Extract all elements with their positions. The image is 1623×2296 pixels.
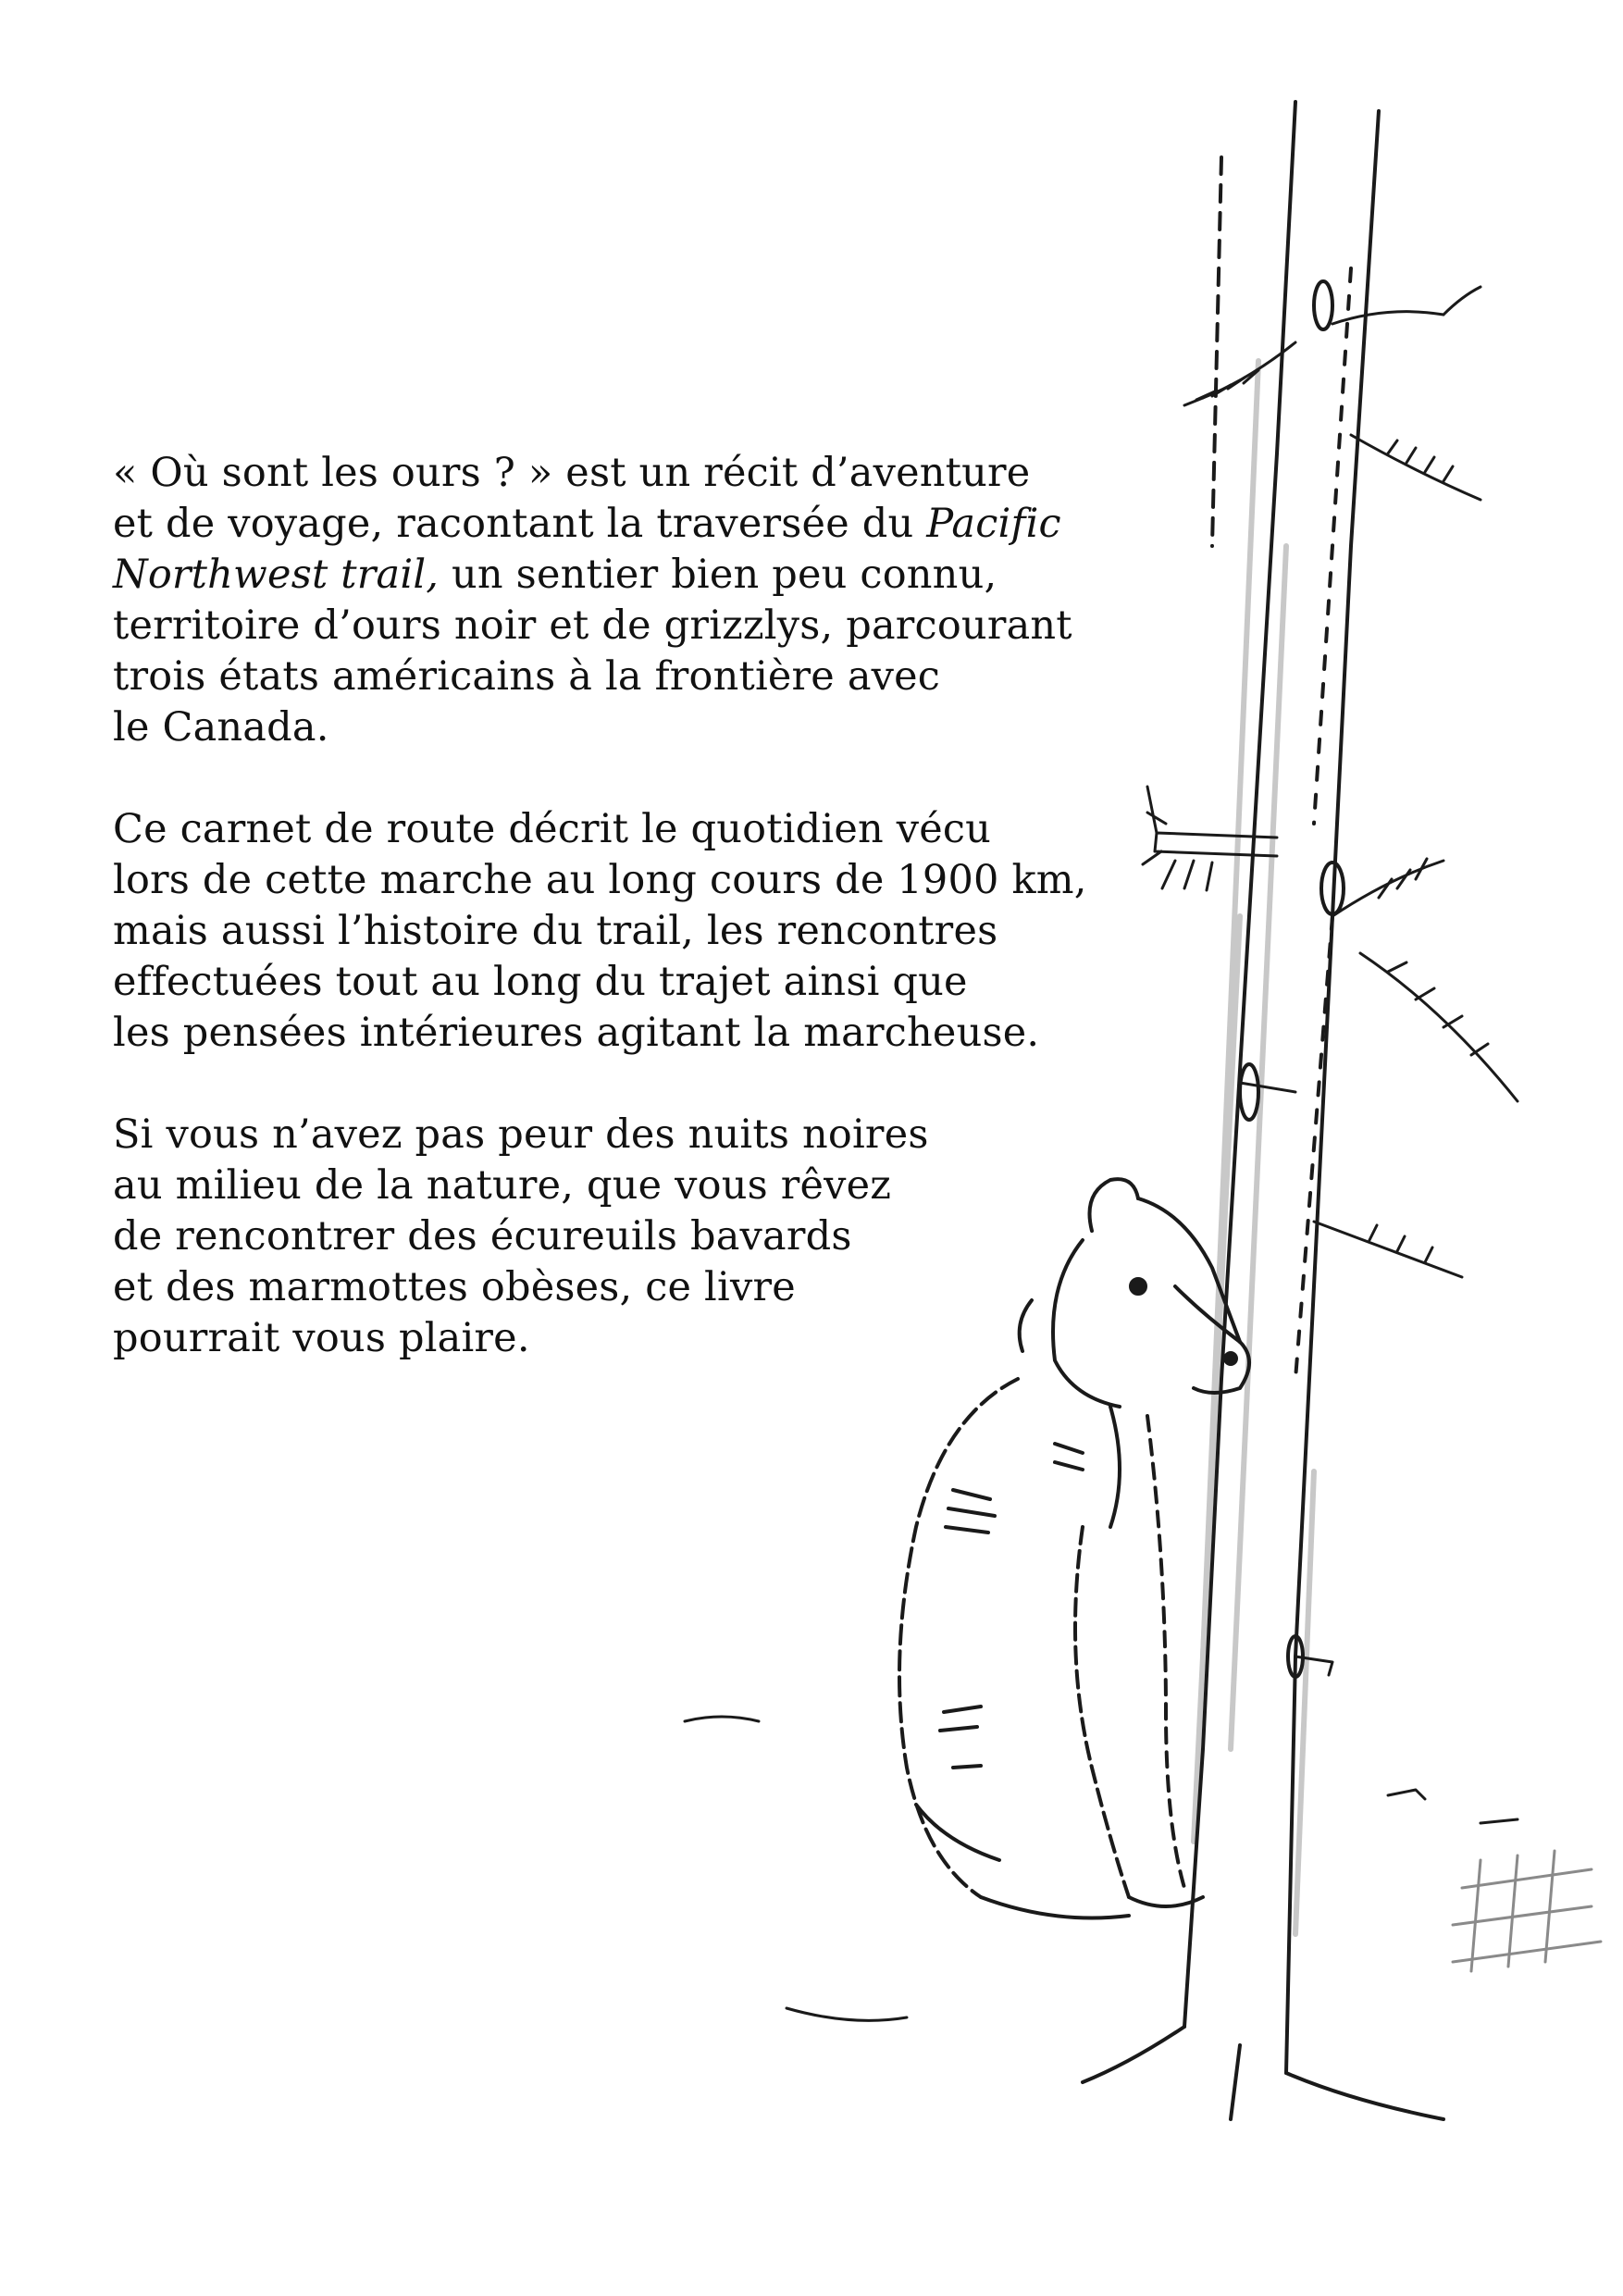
text-segment: et de voyage, racontant la traversée du [113, 501, 927, 547]
text-segment: lors de cette marche au long cours de 1900 km, [113, 857, 1087, 903]
text-segment: « Où sont les ours ? » est un récit d’aventure [113, 450, 1031, 496]
ground-lines [685, 1717, 1601, 2020]
bear-tree-illustration [648, 83, 1623, 2156]
text-segment: Si vous n’avez pas peur des nuits noires [113, 1111, 929, 1158]
text-segment: les pensées intérieures agitant la marcheuse. [113, 1010, 1040, 1056]
tree-trunk [1083, 102, 1443, 2119]
italic-text: Northwest trail, [113, 552, 440, 598]
text-segment: trois états américains à la frontière avec [113, 653, 941, 700]
text-segment: le Canada. [113, 704, 329, 751]
italic-text: Pacific [926, 501, 1061, 547]
text-segment: de rencontrer des écureuils bavards [113, 1213, 852, 1260]
text-segment: effectuées tout au long du trajet ainsi que [113, 959, 968, 1005]
text-segment: pourrait vous plaire. [113, 1315, 530, 1361]
text-segment: mais aussi l’histoire du trail, les rencontres [113, 908, 998, 954]
text-segment: et des marmottes obèses, ce livre [113, 1264, 796, 1310]
text-segment: territoire d’ours noir et de grizzlys, parcourant [113, 602, 1072, 649]
text-segment: Ce carnet de route décrit le quotidien vécu [113, 806, 992, 852]
text-segment: un sentier bien peu connu, [439, 552, 997, 598]
text-segment: au milieu de la nature, que vous rêvez [113, 1162, 892, 1209]
